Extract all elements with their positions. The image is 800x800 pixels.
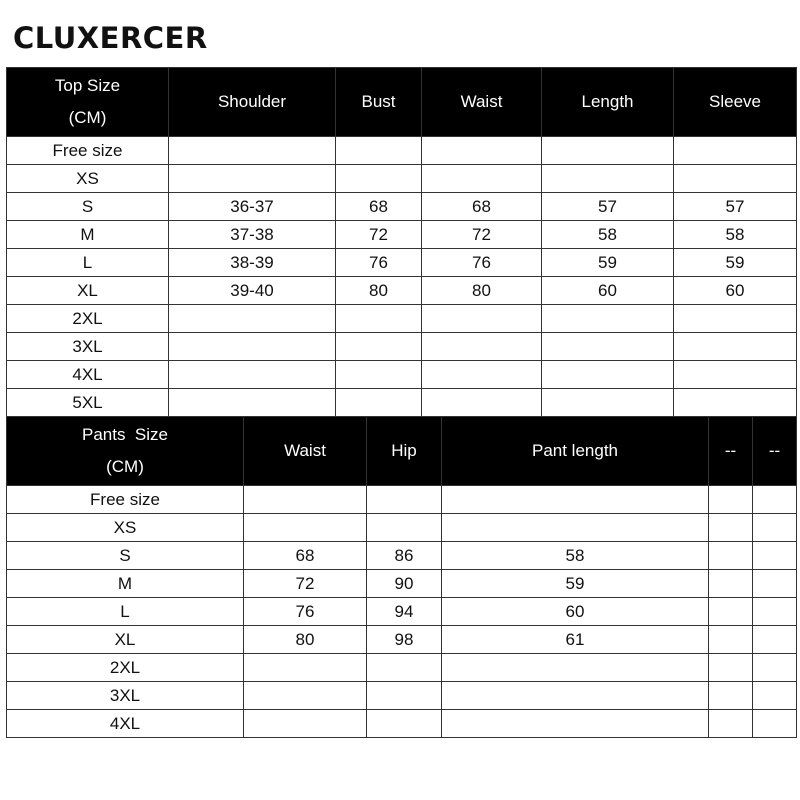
value-cell	[542, 165, 674, 193]
value-cell	[367, 654, 442, 682]
value-cell: 60	[674, 277, 797, 305]
value-cell	[336, 361, 422, 389]
size-cell: L	[7, 249, 169, 277]
value-cell	[442, 710, 709, 738]
value-cell	[753, 626, 797, 654]
value-cell: 80	[336, 277, 422, 305]
value-cell: 60	[442, 598, 709, 626]
value-cell: 68	[336, 193, 422, 221]
table-row	[7, 570, 797, 598]
value-cell	[442, 486, 709, 514]
top-col-waist: Waist	[422, 68, 542, 137]
value-cell	[542, 137, 674, 165]
value-cell	[674, 389, 797, 417]
brand-logo: CLUXERCER	[13, 21, 208, 55]
size-cell: 2XL	[7, 305, 169, 333]
value-cell: 36-37	[169, 193, 336, 221]
value-cell: 39-40	[169, 277, 336, 305]
size-cell: M	[7, 570, 244, 598]
table-row	[7, 514, 797, 542]
table-row	[7, 137, 797, 165]
size-cell: 3XL	[7, 333, 169, 361]
value-cell	[336, 137, 422, 165]
value-cell: 57	[542, 193, 674, 221]
value-cell	[674, 137, 797, 165]
value-cell	[709, 514, 753, 542]
value-cell	[753, 682, 797, 710]
value-cell	[709, 682, 753, 710]
value-cell	[753, 542, 797, 570]
value-cell	[709, 542, 753, 570]
value-cell	[367, 682, 442, 710]
top-header-row	[7, 68, 797, 137]
value-cell: 57	[674, 193, 797, 221]
value-cell	[542, 333, 674, 361]
pants-size-header-unit: (CM)	[106, 457, 144, 476]
table-row	[7, 682, 797, 710]
value-cell: 90	[367, 570, 442, 598]
value-cell: 76	[244, 598, 367, 626]
value-cell	[244, 486, 367, 514]
table-row	[7, 221, 797, 249]
value-cell	[674, 165, 797, 193]
size-cell: XS	[7, 514, 244, 542]
table-row	[7, 165, 797, 193]
value-cell: 80	[244, 626, 367, 654]
value-cell: 59	[674, 249, 797, 277]
value-cell: 72	[244, 570, 367, 598]
top-col-shoulder: Shoulder	[169, 68, 336, 137]
value-cell	[442, 514, 709, 542]
value-cell	[169, 165, 336, 193]
table-row	[7, 361, 797, 389]
value-cell: 58	[674, 221, 797, 249]
value-cell	[336, 165, 422, 193]
value-cell	[336, 305, 422, 333]
top-col-length: Length	[542, 68, 674, 137]
value-cell	[753, 514, 797, 542]
value-cell: 60	[542, 277, 674, 305]
value-cell	[753, 710, 797, 738]
pants-col-waist: Waist	[244, 417, 367, 486]
top-size-header-title: Top Size	[54, 76, 121, 95]
value-cell	[422, 165, 542, 193]
pants-size-header-title: Pants Size	[82, 425, 168, 444]
value-cell	[753, 654, 797, 682]
value-cell: 86	[367, 542, 442, 570]
value-cell: 61	[442, 626, 709, 654]
top-col-sleeve: Sleeve	[674, 68, 797, 137]
value-cell	[336, 389, 422, 417]
top-col-bust: Bust	[336, 68, 422, 137]
value-cell: 59	[542, 249, 674, 277]
size-cell: 5XL	[7, 389, 169, 417]
pants-col-hip: Hip	[367, 417, 442, 486]
value-cell	[367, 710, 442, 738]
value-cell: 72	[336, 221, 422, 249]
value-cell: 76	[422, 249, 542, 277]
value-cell: 98	[367, 626, 442, 654]
size-cell: 4XL	[7, 710, 244, 738]
value-cell	[709, 598, 753, 626]
value-cell	[709, 654, 753, 682]
size-cell: 2XL	[7, 654, 244, 682]
value-cell	[542, 305, 674, 333]
table-row	[7, 626, 797, 654]
size-cell: Free size	[7, 486, 244, 514]
value-cell: 58	[442, 542, 709, 570]
table-row	[7, 654, 797, 682]
table-row	[7, 389, 797, 417]
pants-col-placeholder-1: --	[709, 417, 753, 486]
pants-header-row	[7, 417, 797, 486]
value-cell	[709, 570, 753, 598]
value-cell	[169, 137, 336, 165]
value-cell: 76	[336, 249, 422, 277]
value-cell	[244, 654, 367, 682]
value-cell	[336, 333, 422, 361]
value-cell	[422, 389, 542, 417]
top-size-header-unit: (CM)	[68, 108, 107, 127]
value-cell	[422, 333, 542, 361]
value-cell	[542, 389, 674, 417]
value-cell	[169, 333, 336, 361]
size-cell: M	[7, 221, 169, 249]
pants-size-header	[7, 417, 244, 486]
size-cell: 3XL	[7, 682, 244, 710]
value-cell	[709, 710, 753, 738]
value-cell	[169, 305, 336, 333]
value-cell	[753, 486, 797, 514]
table-row	[7, 193, 797, 221]
value-cell	[422, 361, 542, 389]
value-cell	[542, 361, 674, 389]
value-cell	[244, 682, 367, 710]
value-cell	[674, 333, 797, 361]
value-cell: 72	[422, 221, 542, 249]
value-cell	[709, 486, 753, 514]
size-cell: S	[7, 193, 169, 221]
table-row	[7, 598, 797, 626]
size-cell: XL	[7, 277, 169, 305]
table-row	[7, 305, 797, 333]
top-size-header	[7, 68, 169, 137]
table-row	[7, 249, 797, 277]
value-cell	[422, 137, 542, 165]
value-cell: 38-39	[169, 249, 336, 277]
value-cell	[753, 598, 797, 626]
value-cell	[169, 389, 336, 417]
value-cell: 37-38	[169, 221, 336, 249]
size-cell: Free size	[7, 137, 169, 165]
table-row	[7, 710, 797, 738]
value-cell	[442, 682, 709, 710]
table-row	[7, 277, 797, 305]
value-cell: 94	[367, 598, 442, 626]
pants-size-table	[6, 416, 797, 738]
value-cell	[169, 361, 336, 389]
size-cell: S	[7, 542, 244, 570]
value-cell	[674, 305, 797, 333]
value-cell	[753, 570, 797, 598]
size-cell: XS	[7, 165, 169, 193]
size-cell: L	[7, 598, 244, 626]
value-cell: 59	[442, 570, 709, 598]
value-cell: 68	[422, 193, 542, 221]
value-cell	[674, 361, 797, 389]
value-cell	[422, 305, 542, 333]
value-cell: 58	[542, 221, 674, 249]
value-cell: 80	[422, 277, 542, 305]
value-cell	[244, 710, 367, 738]
size-cell: 4XL	[7, 361, 169, 389]
table-row	[7, 542, 797, 570]
value-cell	[367, 514, 442, 542]
value-cell	[442, 654, 709, 682]
value-cell	[367, 486, 442, 514]
value-cell: 68	[244, 542, 367, 570]
value-cell	[709, 626, 753, 654]
top-size-table	[6, 67, 797, 417]
table-row	[7, 486, 797, 514]
value-cell	[244, 514, 367, 542]
size-cell: XL	[7, 626, 244, 654]
pants-col-pant-length: Pant length	[442, 417, 709, 486]
table-row	[7, 333, 797, 361]
pants-col-placeholder-2: --	[753, 417, 797, 486]
